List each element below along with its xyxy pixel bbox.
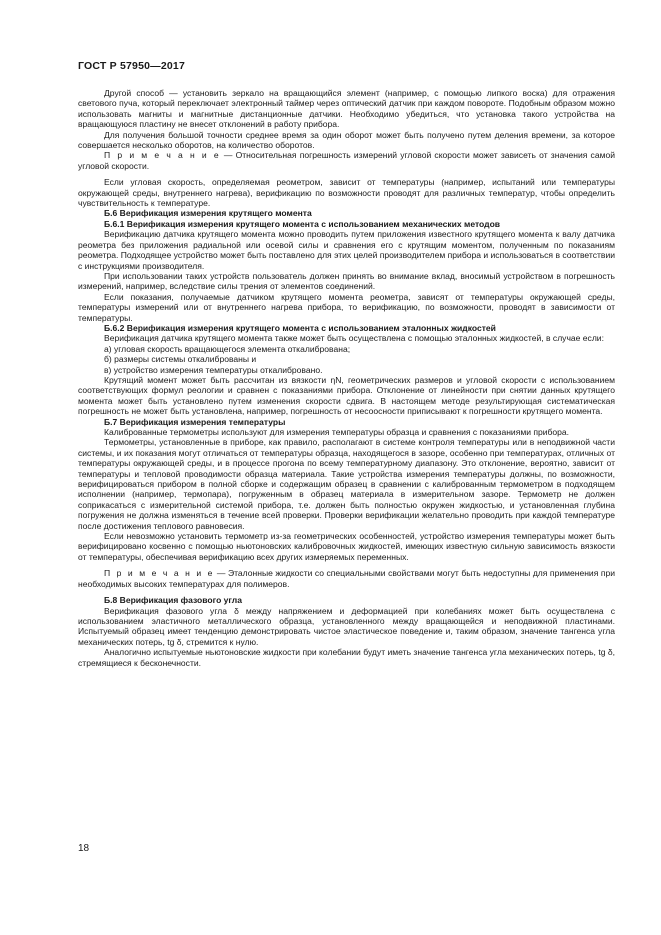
note-text: — Эталонные жидкости со специальными свойствами могут быть недоступны для применения при необходимых высоких температурах для полимеров. — [78, 568, 615, 589]
section-heading: Б.6 Верификация измерения крутящего момента — [104, 208, 312, 219]
page-number: 18 — [78, 843, 90, 854]
document-body — [78, 88, 615, 668]
section-heading: Б.8 Верификация фазового угла — [104, 595, 242, 606]
body-paragraph: Если угловая скорость, определяемая реометром, зависит от температуры (например, испытаний или температуры окружающей среды, внутреннего нагрева), верификацию по возможности проводят для различных температур, чтобы определить чувствительность к температуре. — [78, 177, 615, 209]
body-paragraph: Для получения большой точности среднее время за один оборот может быть получено путем деления времени, за которое совершается несколько оборотов, на количество оборотов. — [78, 129, 615, 151]
note-text: — Относительная погрешность измерений угловой скорости может зависеть от значения самой угловой скорости. — [78, 150, 615, 171]
body-paragraph: б) размеры системы откалиброваны и — [104, 354, 257, 365]
body-paragraph: Если показания, получаемые датчиком крутящего момента реометра, зависят от температуры окружающей среды, температуры измерений или от внутреннего нагрева прибора, то верификацию, по возможности, проводят в зависимости от температуры. — [78, 291, 615, 323]
section-heading: Б.7 Верификация измерения температуры — [104, 416, 286, 427]
body-paragraph: Крутящий момент может быть рассчитан из вязкости ηN, геометрических размеров и угловой скорости с использованием соответствующих формул реологии и сравнен с показаниями прибора. Отклонение от линейности при снятии данных крутящего момента может быть установлено путем изменения скорости сдвига. В настоящем методе результирующая систематическая погрешность не может быть установлена, например, погрешность от несоосности приписывают к погрешности крутящего момента. — [78, 374, 615, 417]
body-paragraph: Верификация фазового угла δ между напряжением и деформацией при колебаниях может быть осуществлена с использованием эластичного металлического образца, установленного между вращающейся и неподвижной пластинами. Испытуемый образец имеет тенденцию демонстрировать чистое эластическое поведение и, таким образом, значение тангенса угла механических потерь, tg δ, стремится к нулю. — [78, 605, 615, 647]
body-paragraph: а) угловая скорость вращающегося элемента откалибрована; — [104, 343, 351, 354]
section-heading: Б.6.1 Верификация измерения крутящего момента с использованием механических методов — [104, 218, 501, 229]
body-paragraph: Верификацию датчика крутящего момента можно проводить путем приложения известного крутящего момента к валу датчика реометра без приложения радиальной или осевой силы и сравнения его с крутящим моментом, полученным по показаниям реометра. Подходящее устройство может быть поставлено для этих целей производителем прибора и использоваться в соответствии с инструкциями производителя. — [78, 229, 615, 271]
note-label: П р и м е ч а н и е — [104, 568, 215, 579]
body-paragraph: Аналогично испытуемые ньютоновские жидкости при колебании будут иметь значение тангенса угла механических потерь, tg δ, стремящиеся к бесконечности. — [78, 647, 615, 668]
body-paragraph: При использовании таких устройств пользователь должен принять во внимание вклад, вносимый устройством в погрешность измерений, например, вследствие силы трения от элементов соединений. — [78, 270, 615, 292]
body-paragraph: Калиброванные термометры используют для измерения температуры образца и сравнения с показаниями прибора. — [104, 427, 570, 437]
body-paragraph: Термометры, установленные в приборе, как правило, располагают в системе контроля температуры или в неподвижной части системы, и их показания могут отличаться от температуры образца, находящегося в зазоре, особенно при температурах, отличных от температуры окружающей среды, и в процессе прогона по всему температурному диапазону. Это отклонение, вероятно, зависит от температуры и тепловой проводимости образца материала. Такие устройства измерения температуры должны, по возможности, верифицироваться прибором в полной сборке и содержащим образец в сравнении с калиброванным термометром в подходящем исполнении (например, термопара), погруженным в образец материала в измерительном зазоре. Термометр не должен соприкасаться с измерительной системой прибора, т.е. должен быть полностью окружен жидкостью, и установленная глубина погружения не должна изменяться в течение всей проверки. Проверки верификации желательно проводить при каждой температуре после достижения теплового равновесия. — [78, 437, 615, 531]
section-heading: Б.6.2 Верификация измерения крутящего момента с использованием эталонных жидкостей — [104, 322, 496, 333]
note-label: П р и м е ч а н и е — [104, 150, 221, 161]
body-paragraph: Верификация датчика крутящего момента также может быть осуществлена с помощью эталонных жидкостей, в случае если: — [104, 333, 604, 344]
note-paragraph — [78, 150, 615, 171]
body-paragraph: Другой способ — установить зеркало на вращающийся элемент (например, с помощью липкого воска) для отражения светового пуча, который переключает электронный таймер через оптический датчик при каждом повороте. Подобным образом можно использовать магниты и магнитные дистанционные датчики. Необходимо убедиться, что установка такого устройства на вращающуюся пластину не внесет отклонений в работу прибора. — [78, 88, 615, 130]
note-paragraph — [78, 568, 615, 589]
document-code-header: ГОСТ Р 57950—2017 — [78, 60, 186, 72]
body-paragraph: Если невозможно установить термометр из-за геометрических особенностей, устройство измерения температуры может быть верифицировано косвенно с помощью ньютоновских калибровочных жидкостей, имеющих известную сильную зависимость вязкости от температуры, обеспечивая верификацию всех других измеряемых переменных. — [78, 531, 615, 562]
body-paragraph: в) устройство измерения температуры откалибровано. — [104, 364, 323, 375]
